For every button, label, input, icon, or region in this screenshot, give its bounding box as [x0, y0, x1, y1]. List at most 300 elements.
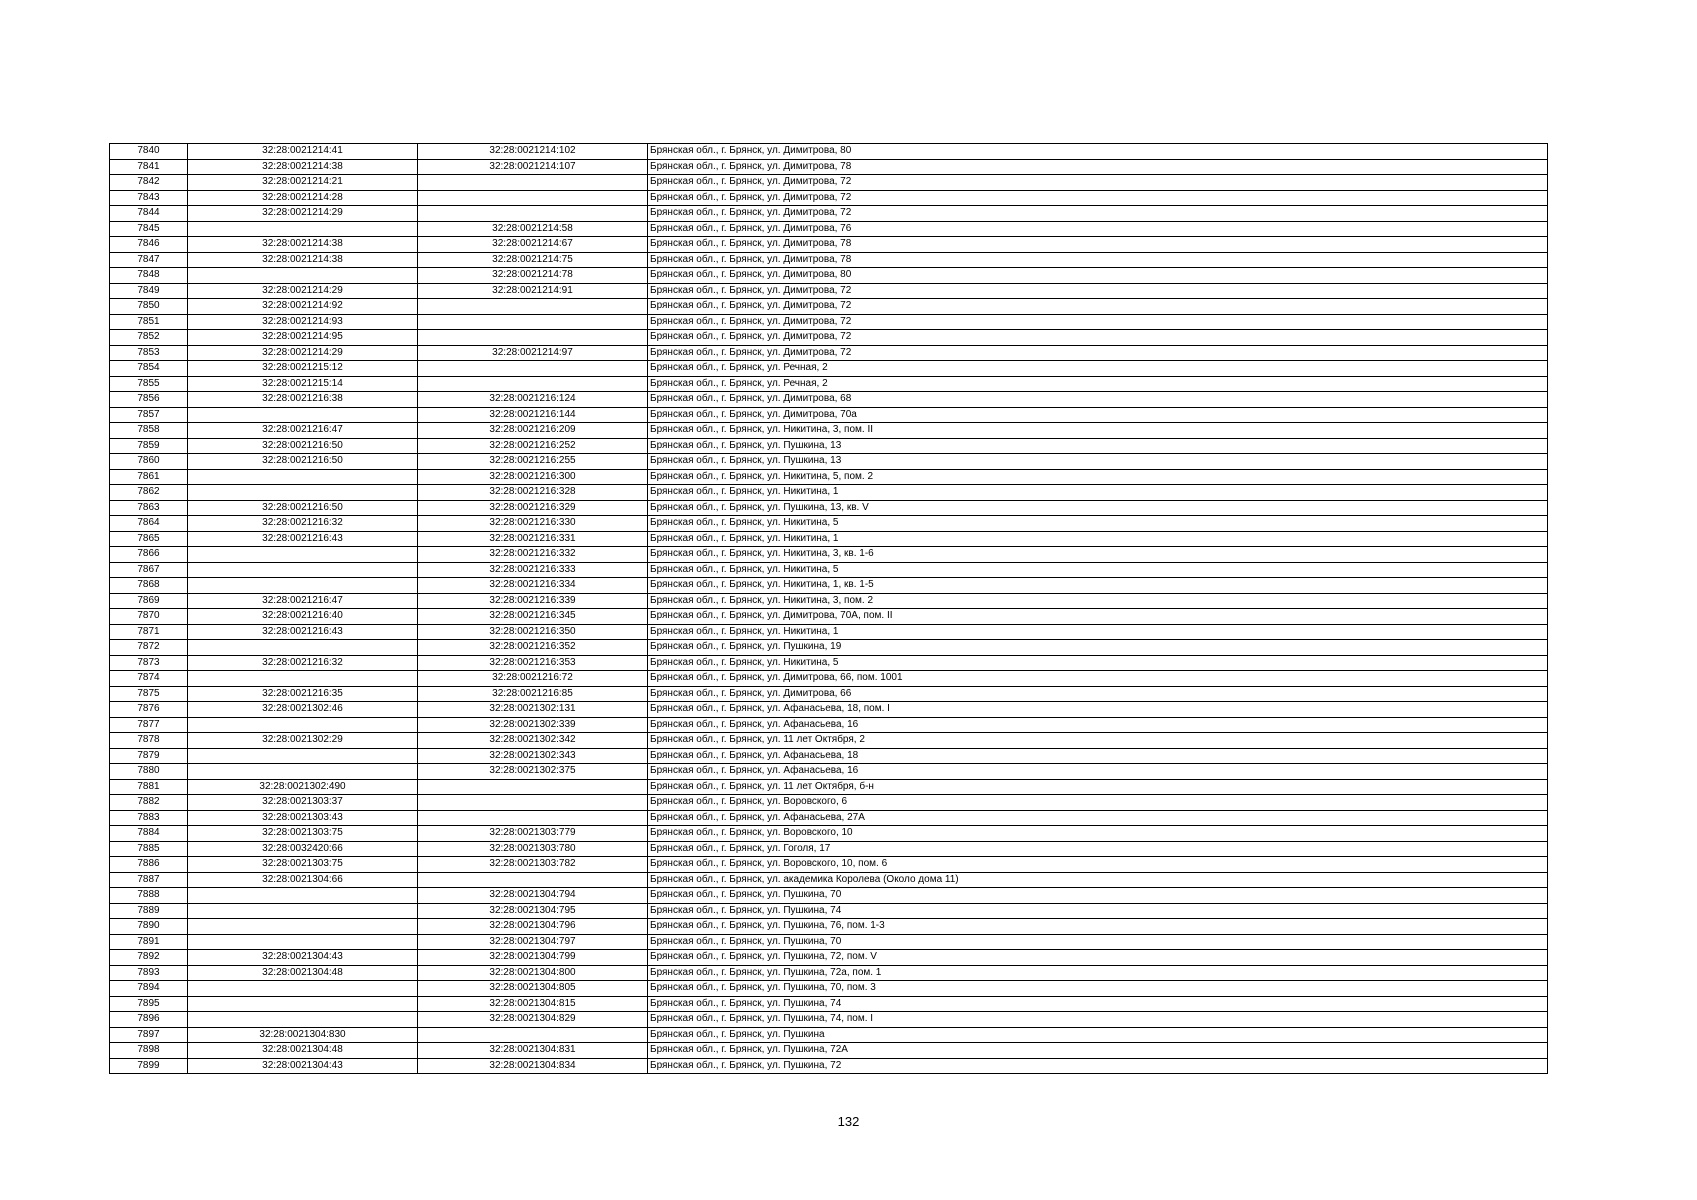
address-cell: Брянская обл., г. Брянск, ул. Димитрова, 72 [648, 283, 1548, 299]
row-number-cell: 7841 [110, 159, 188, 175]
object-cadastral-number-cell: 32:28:0021304:795 [418, 903, 648, 919]
row-number-cell: 7872 [110, 640, 188, 656]
table-row [110, 376, 1548, 392]
cadastral-number-cell [188, 717, 418, 733]
object-cadastral-number-cell: 32:28:0021214:102 [418, 144, 648, 160]
address-cell: Брянская обл., г. Брянск, ул. Афанасьева, 16 [648, 764, 1548, 780]
object-cadastral-number-cell: 32:28:0021216:252 [418, 438, 648, 454]
cadastral-number-cell: 32:28:0021214:28 [188, 190, 418, 206]
address-cell: Брянская обл., г. Брянск, ул. Пушкина, 70, пом. 3 [648, 981, 1548, 997]
object-cadastral-number-cell [418, 190, 648, 206]
address-cell: Брянская обл., г. Брянск, ул. Пушкина, 13 [648, 454, 1548, 470]
table-row [110, 826, 1548, 842]
object-cadastral-number-cell: 32:28:0021216:332 [418, 547, 648, 563]
cadastral-number-cell [188, 562, 418, 578]
row-number-cell: 7849 [110, 283, 188, 299]
address-cell: Брянская обл., г. Брянск, ул. Никитина, 1 [648, 531, 1548, 547]
cadastral-number-cell: 32:28:0021304:43 [188, 1058, 418, 1074]
table-row [110, 516, 1548, 532]
object-cadastral-number-cell [418, 314, 648, 330]
object-cadastral-number-cell: 32:28:0021216:331 [418, 531, 648, 547]
object-cadastral-number-cell [418, 1027, 648, 1043]
row-number-cell: 7851 [110, 314, 188, 330]
address-cell: Брянская обл., г. Брянск, ул. Речная, 2 [648, 376, 1548, 392]
row-number-cell: 7853 [110, 345, 188, 361]
cadastral-number-cell: 32:28:0021215:12 [188, 361, 418, 377]
object-cadastral-number-cell [418, 795, 648, 811]
address-cell: Брянская обл., г. Брянск, ул. Пушкина, 70 [648, 934, 1548, 950]
object-cadastral-number-cell: 32:28:0021303:782 [418, 857, 648, 873]
row-number-cell: 7848 [110, 268, 188, 284]
address-cell: Брянская обл., г. Брянск, ул. Пушкина, 74 [648, 903, 1548, 919]
object-cadastral-number-cell: 32:28:0021216:334 [418, 578, 648, 594]
object-cadastral-number-cell: 32:28:0021216:350 [418, 624, 648, 640]
table-row [110, 841, 1548, 857]
address-cell: Брянская обл., г. Брянск, ул. Пушкина, 19 [648, 640, 1548, 656]
object-cadastral-number-cell: 32:28:0021303:780 [418, 841, 648, 857]
row-number-cell: 7852 [110, 330, 188, 346]
address-cell: Брянская обл., г. Брянск, ул. Пушкина, 13 [648, 438, 1548, 454]
row-number-cell: 7896 [110, 1012, 188, 1028]
table-row [110, 779, 1548, 795]
table-row [110, 981, 1548, 997]
cadastral-number-cell [188, 919, 418, 935]
table-row [110, 392, 1548, 408]
object-cadastral-number-cell: 32:28:0021216:330 [418, 516, 648, 532]
table-row [110, 314, 1548, 330]
address-cell: Брянская обл., г. Брянск, ул. Димитрова, 76 [648, 221, 1548, 237]
cadastral-number-cell: 32:28:0021303:43 [188, 810, 418, 826]
object-cadastral-number-cell [418, 330, 648, 346]
table-row [110, 593, 1548, 609]
address-cell: Брянская обл., г. Брянск, ул. Воровского, 6 [648, 795, 1548, 811]
row-number-cell: 7888 [110, 888, 188, 904]
table-row [110, 190, 1548, 206]
row-number-cell: 7894 [110, 981, 188, 997]
address-cell: Брянская обл., г. Брянск, ул. Никитина, 3, пом. II [648, 423, 1548, 439]
table-row [110, 578, 1548, 594]
table-row [110, 919, 1548, 935]
address-cell: Брянская обл., г. Брянск, ул. Димитрова, 72 [648, 345, 1548, 361]
object-cadastral-number-cell [418, 872, 648, 888]
object-cadastral-number-cell [418, 376, 648, 392]
object-cadastral-number-cell: 32:28:0021304:796 [418, 919, 648, 935]
table-row [110, 252, 1548, 268]
row-number-cell: 7879 [110, 748, 188, 764]
row-number-cell: 7850 [110, 299, 188, 315]
page-number: 132 [837, 1114, 860, 1129]
cadastral-number-cell: 32:28:0021302:490 [188, 779, 418, 795]
row-number-cell: 7884 [110, 826, 188, 842]
row-number-cell: 7885 [110, 841, 188, 857]
row-number-cell: 7863 [110, 500, 188, 516]
cadastral-number-cell: 32:28:0021216:43 [188, 531, 418, 547]
cadastral-number-cell: 32:28:0021214:29 [188, 206, 418, 222]
address-cell: Брянская обл., г. Брянск, ул. Пушкина [648, 1027, 1548, 1043]
cadastral-number-cell [188, 221, 418, 237]
address-cell: Брянская обл., г. Брянск, ул. Димитрова, 66 [648, 686, 1548, 702]
table-row [110, 795, 1548, 811]
row-number-cell: 7868 [110, 578, 188, 594]
address-cell: Брянская обл., г. Брянск, ул. Гоголя, 17 [648, 841, 1548, 857]
table-row [110, 1043, 1548, 1059]
row-number-cell: 7866 [110, 547, 188, 563]
cadastral-number-cell: 32:28:0021214:29 [188, 283, 418, 299]
address-cell: Брянская обл., г. Брянск, ул. Воровского, 10, пом. 6 [648, 857, 1548, 873]
row-number-cell: 7854 [110, 361, 188, 377]
address-cell: Брянская обл., г. Брянск, ул. Димитрова, 78 [648, 237, 1548, 253]
object-cadastral-number-cell: 32:28:0021216:345 [418, 609, 648, 625]
object-cadastral-number-cell: 32:28:0021216:255 [418, 454, 648, 470]
object-cadastral-number-cell: 32:28:0021302:342 [418, 733, 648, 749]
table-row [110, 950, 1548, 966]
address-cell: Брянская обл., г. Брянск, ул. Пушкина, 74 [648, 996, 1548, 1012]
address-cell: Брянская обл., г. Брянск, ул. Димитрова, 72 [648, 175, 1548, 191]
object-cadastral-number-cell: 32:28:0021216:209 [418, 423, 648, 439]
register-table-body [110, 144, 1548, 1074]
address-cell: Брянская обл., г. Брянск, ул. Димитрова, 78 [648, 252, 1548, 268]
table-row [110, 748, 1548, 764]
address-cell: Брянская обл., г. Брянск, ул. Афанасьева, 16 [648, 717, 1548, 733]
address-cell: Брянская обл., г. Брянск, ул. Воровского, 10 [648, 826, 1548, 842]
address-cell: Брянская обл., г. Брянск, ул. Никитина, 5 [648, 562, 1548, 578]
cadastral-number-cell [188, 981, 418, 997]
cadastral-number-cell: 32:28:0021304:66 [188, 872, 418, 888]
row-number-cell: 7846 [110, 237, 188, 253]
object-cadastral-number-cell [418, 779, 648, 795]
table-row [110, 996, 1548, 1012]
address-cell: Брянская обл., г. Брянск, ул. Димитрова, 72 [648, 314, 1548, 330]
table-row [110, 609, 1548, 625]
address-cell: Брянская обл., г. Брянск, ул. Пушкина, 72а, пом. 1 [648, 965, 1548, 981]
cadastral-number-cell: 32:28:0021214:41 [188, 144, 418, 160]
object-cadastral-number-cell: 32:28:0021303:779 [418, 826, 648, 842]
address-cell: Брянская обл., г. Брянск, ул. Димитрова, 72 [648, 190, 1548, 206]
row-number-cell: 7847 [110, 252, 188, 268]
cadastral-number-cell: 32:28:0021216:50 [188, 500, 418, 516]
object-cadastral-number-cell: 32:28:0021302:343 [418, 748, 648, 764]
cadastral-number-cell: 32:28:0021302:46 [188, 702, 418, 718]
row-number-cell: 7874 [110, 671, 188, 687]
object-cadastral-number-cell: 32:28:0021214:107 [418, 159, 648, 175]
cadastral-number-cell [188, 888, 418, 904]
address-cell: Брянская обл., г. Брянск, ул. Афанасьева, 18, пом. I [648, 702, 1548, 718]
cadastral-number-cell [188, 469, 418, 485]
cadastral-number-cell: 32:28:0021214:95 [188, 330, 418, 346]
row-number-cell: 7889 [110, 903, 188, 919]
object-cadastral-number-cell: 32:28:0021216:300 [418, 469, 648, 485]
address-cell: Брянская обл., г. Брянск, ул. Димитрова, 68 [648, 392, 1548, 408]
cadastral-number-cell [188, 407, 418, 423]
object-cadastral-number-cell: 32:28:0021304:799 [418, 950, 648, 966]
object-cadastral-number-cell: 32:28:0021304:831 [418, 1043, 648, 1059]
table-row [110, 655, 1548, 671]
row-number-cell: 7860 [110, 454, 188, 470]
table-row [110, 454, 1548, 470]
row-number-cell: 7844 [110, 206, 188, 222]
row-number-cell: 7861 [110, 469, 188, 485]
table-row [110, 640, 1548, 656]
row-number-cell: 7876 [110, 702, 188, 718]
address-cell: Брянская обл., г. Брянск, ул. Пушкина, 13, кв. V [648, 500, 1548, 516]
cadastral-number-cell: 32:28:0021304:48 [188, 1043, 418, 1059]
address-cell: Брянская обл., г. Брянск, ул. Димитрова, 66, пом. 1001 [648, 671, 1548, 687]
row-number-cell: 7855 [110, 376, 188, 392]
object-cadastral-number-cell: 32:28:0021216:339 [418, 593, 648, 609]
table-row [110, 485, 1548, 501]
cadastral-number-cell: 32:28:0021216:35 [188, 686, 418, 702]
object-cadastral-number-cell [418, 810, 648, 826]
cadastral-number-cell: 32:28:0021214:38 [188, 252, 418, 268]
row-number-cell: 7840 [110, 144, 188, 160]
table-row [110, 469, 1548, 485]
table-row [110, 221, 1548, 237]
object-cadastral-number-cell: 32:28:0021214:78 [418, 268, 648, 284]
address-cell: Брянская обл., г. Брянск, ул. Димитрова, 80 [648, 144, 1548, 160]
address-cell: Брянская обл., г. Брянск, ул. 11 лет Октября, 2 [648, 733, 1548, 749]
cadastral-number-cell [188, 671, 418, 687]
cadastral-number-cell: 32:28:0021302:29 [188, 733, 418, 749]
cadastral-number-cell: 32:28:0021216:47 [188, 593, 418, 609]
cadastral-number-cell: 32:28:0021216:50 [188, 438, 418, 454]
address-cell: Брянская обл., г. Брянск, ул. Никитина, 1 [648, 624, 1548, 640]
object-cadastral-number-cell: 32:28:0021216:352 [418, 640, 648, 656]
row-number-cell: 7899 [110, 1058, 188, 1074]
table-row [110, 144, 1548, 160]
address-cell: Брянская обл., г. Брянск, ул. Пушкина, 72А [648, 1043, 1548, 1059]
object-cadastral-number-cell: 32:28:0021214:58 [418, 221, 648, 237]
row-number-cell: 7891 [110, 934, 188, 950]
table-row [110, 702, 1548, 718]
cadastral-number-cell: 32:28:0021216:32 [188, 655, 418, 671]
table-row [110, 345, 1548, 361]
address-cell: Брянская обл., г. Брянск, ул. Пушкина, 74, пом. I [648, 1012, 1548, 1028]
table-row [110, 175, 1548, 191]
row-number-cell: 7887 [110, 872, 188, 888]
table-row [110, 1058, 1548, 1074]
row-number-cell: 7882 [110, 795, 188, 811]
object-cadastral-number-cell: 32:28:0021304:805 [418, 981, 648, 997]
row-number-cell: 7880 [110, 764, 188, 780]
row-number-cell: 7845 [110, 221, 188, 237]
cadastral-number-cell: 32:28:0021214:93 [188, 314, 418, 330]
address-cell: Брянская обл., г. Брянск, ул. Никитина, 1, кв. 1-5 [648, 578, 1548, 594]
cadastral-number-cell: 32:28:0021303:37 [188, 795, 418, 811]
cadastral-number-cell: 32:28:0021216:40 [188, 609, 418, 625]
row-number-cell: 7890 [110, 919, 188, 935]
table-row [110, 1012, 1548, 1028]
cadastral-number-cell: 32:28:0021304:43 [188, 950, 418, 966]
object-cadastral-number-cell: 32:28:0021214:75 [418, 252, 648, 268]
cadastral-number-cell [188, 578, 418, 594]
cadastral-number-cell: 32:28:0021216:38 [188, 392, 418, 408]
cadastral-number-cell [188, 903, 418, 919]
object-cadastral-number-cell: 32:28:0021304:797 [418, 934, 648, 950]
register-table [109, 143, 1548, 1074]
object-cadastral-number-cell: 32:28:0021302:339 [418, 717, 648, 733]
address-cell: Брянская обл., г. Брянск, ул. Димитрова, 72 [648, 299, 1548, 315]
object-cadastral-number-cell: 32:28:0021304:800 [418, 965, 648, 981]
row-number-cell: 7865 [110, 531, 188, 547]
object-cadastral-number-cell: 32:28:0021214:91 [418, 283, 648, 299]
address-cell: Брянская обл., г. Брянск, ул. Димитрова, 72 [648, 330, 1548, 346]
cadastral-number-cell: 32:28:0021304:830 [188, 1027, 418, 1043]
row-number-cell: 7892 [110, 950, 188, 966]
table-row [110, 903, 1548, 919]
table-row [110, 562, 1548, 578]
table-row [110, 686, 1548, 702]
table-row [110, 624, 1548, 640]
cadastral-number-cell: 32:28:0032420:66 [188, 841, 418, 857]
cadastral-number-cell [188, 748, 418, 764]
table-row [110, 159, 1548, 175]
object-cadastral-number-cell: 32:28:0021216:144 [418, 407, 648, 423]
address-cell: Брянская обл., г. Брянск, ул. Никитина, 3, пом. 2 [648, 593, 1548, 609]
table-row [110, 934, 1548, 950]
table-row [110, 764, 1548, 780]
table-row [110, 500, 1548, 516]
address-cell: Брянская обл., г. Брянск, ул. Димитрова, 72 [648, 206, 1548, 222]
address-cell: Брянская обл., г. Брянск, ул. Димитрова, 80 [648, 268, 1548, 284]
cadastral-number-cell: 32:28:0021303:75 [188, 826, 418, 842]
object-cadastral-number-cell: 32:28:0021216:353 [418, 655, 648, 671]
table-row [110, 206, 1548, 222]
table-row [110, 733, 1548, 749]
cadastral-number-cell [188, 1012, 418, 1028]
cadastral-number-cell: 32:28:0021303:75 [188, 857, 418, 873]
address-cell: Брянская обл., г. Брянск, ул. Пушкина, 70 [648, 888, 1548, 904]
object-cadastral-number-cell: 32:28:0021216:72 [418, 671, 648, 687]
row-number-cell: 7897 [110, 1027, 188, 1043]
table-row [110, 810, 1548, 826]
cadastral-number-cell [188, 640, 418, 656]
cadastral-number-cell: 32:28:0021214:38 [188, 159, 418, 175]
table-row [110, 857, 1548, 873]
row-number-cell: 7883 [110, 810, 188, 826]
table-row [110, 268, 1548, 284]
object-cadastral-number-cell: 32:28:0021214:67 [418, 237, 648, 253]
table-row [110, 531, 1548, 547]
table-row [110, 407, 1548, 423]
row-number-cell: 7869 [110, 593, 188, 609]
table-row [110, 1027, 1548, 1043]
table-row [110, 423, 1548, 439]
cadastral-number-cell [188, 934, 418, 950]
cadastral-number-cell: 32:28:0021214:29 [188, 345, 418, 361]
row-number-cell: 7859 [110, 438, 188, 454]
table-row [110, 283, 1548, 299]
cadastral-number-cell: 32:28:0021216:47 [188, 423, 418, 439]
address-cell: Брянская обл., г. Брянск, ул. Никитина, 3, кв. 1-6 [648, 547, 1548, 563]
object-cadastral-number-cell: 32:28:0021216:124 [418, 392, 648, 408]
cadastral-number-cell: 32:28:0021216:50 [188, 454, 418, 470]
object-cadastral-number-cell: 32:28:0021216:333 [418, 562, 648, 578]
address-cell: Брянская обл., г. Брянск, ул. Димитрова, 78 [648, 159, 1548, 175]
row-number-cell: 7858 [110, 423, 188, 439]
table-row [110, 717, 1548, 733]
address-cell: Брянская обл., г. Брянск, ул. Афанасьева, 18 [648, 748, 1548, 764]
address-cell: Брянская обл., г. Брянск, ул. Димитрова, 70а [648, 407, 1548, 423]
address-cell: Брянская обл., г. Брянск, ул. 11 лет Октября, б-н [648, 779, 1548, 795]
address-cell: Брянская обл., г. Брянск, ул. Пушкина, 72 [648, 1058, 1548, 1074]
address-cell: Брянская обл., г. Брянск, ул. Никитина, 1 [648, 485, 1548, 501]
object-cadastral-number-cell [418, 361, 648, 377]
object-cadastral-number-cell [418, 175, 648, 191]
cadastral-number-cell [188, 485, 418, 501]
object-cadastral-number-cell: 32:28:0021302:131 [418, 702, 648, 718]
address-cell: Брянская обл., г. Брянск, ул. Димитрова, 70А, пом. II [648, 609, 1548, 625]
row-number-cell: 7864 [110, 516, 188, 532]
object-cadastral-number-cell: 32:28:0021304:834 [418, 1058, 648, 1074]
address-cell: Брянская обл., г. Брянск, ул. академика Королева (Около дома 11) [648, 872, 1548, 888]
row-number-cell: 7843 [110, 190, 188, 206]
row-number-cell: 7871 [110, 624, 188, 640]
row-number-cell: 7856 [110, 392, 188, 408]
cadastral-number-cell: 32:28:0021215:14 [188, 376, 418, 392]
row-number-cell: 7862 [110, 485, 188, 501]
row-number-cell: 7898 [110, 1043, 188, 1059]
table-row [110, 361, 1548, 377]
row-number-cell: 7886 [110, 857, 188, 873]
table-row [110, 872, 1548, 888]
object-cadastral-number-cell [418, 206, 648, 222]
row-number-cell: 7877 [110, 717, 188, 733]
table-row [110, 547, 1548, 563]
row-number-cell: 7873 [110, 655, 188, 671]
object-cadastral-number-cell: 32:28:0021302:375 [418, 764, 648, 780]
table-row [110, 237, 1548, 253]
table-row [110, 965, 1548, 981]
table-row [110, 330, 1548, 346]
cadastral-number-cell [188, 268, 418, 284]
row-number-cell: 7857 [110, 407, 188, 423]
address-cell: Брянская обл., г. Брянск, ул. Пушкина, 76, пом. 1-3 [648, 919, 1548, 935]
row-number-cell: 7895 [110, 996, 188, 1012]
cadastral-number-cell: 32:28:0021216:43 [188, 624, 418, 640]
row-number-cell: 7881 [110, 779, 188, 795]
cadastral-number-cell: 32:28:0021304:48 [188, 965, 418, 981]
object-cadastral-number-cell: 32:28:0021304:829 [418, 1012, 648, 1028]
table-row [110, 671, 1548, 687]
address-cell: Брянская обл., г. Брянск, ул. Никитина, 5, пом. 2 [648, 469, 1548, 485]
object-cadastral-number-cell: 32:28:0021216:85 [418, 686, 648, 702]
row-number-cell: 7870 [110, 609, 188, 625]
table-row [110, 299, 1548, 315]
address-cell: Брянская обл., г. Брянск, ул. Никитина, 5 [648, 655, 1548, 671]
object-cadastral-number-cell: 32:28:0021304:815 [418, 996, 648, 1012]
table-row [110, 888, 1548, 904]
cadastral-number-cell: 32:28:0021214:21 [188, 175, 418, 191]
row-number-cell: 7842 [110, 175, 188, 191]
row-number-cell: 7867 [110, 562, 188, 578]
address-cell: Брянская обл., г. Брянск, ул. Речная, 2 [648, 361, 1548, 377]
address-cell: Брянская обл., г. Брянск, ул. Никитина, 5 [648, 516, 1548, 532]
object-cadastral-number-cell: 32:28:0021304:794 [418, 888, 648, 904]
address-cell: Брянская обл., г. Брянск, ул. Пушкина, 72, пом. V [648, 950, 1548, 966]
cadastral-number-cell: 32:28:0021214:92 [188, 299, 418, 315]
row-number-cell: 7878 [110, 733, 188, 749]
object-cadastral-number-cell: 32:28:0021214:97 [418, 345, 648, 361]
cadastral-number-cell: 32:28:0021214:38 [188, 237, 418, 253]
cadastral-number-cell [188, 996, 418, 1012]
object-cadastral-number-cell [418, 299, 648, 315]
cadastral-number-cell [188, 764, 418, 780]
cadastral-number-cell [188, 547, 418, 563]
row-number-cell: 7893 [110, 965, 188, 981]
address-cell: Брянская обл., г. Брянск, ул. Афанасьева, 27А [648, 810, 1548, 826]
object-cadastral-number-cell: 32:28:0021216:328 [418, 485, 648, 501]
object-cadastral-number-cell: 32:28:0021216:329 [418, 500, 648, 516]
